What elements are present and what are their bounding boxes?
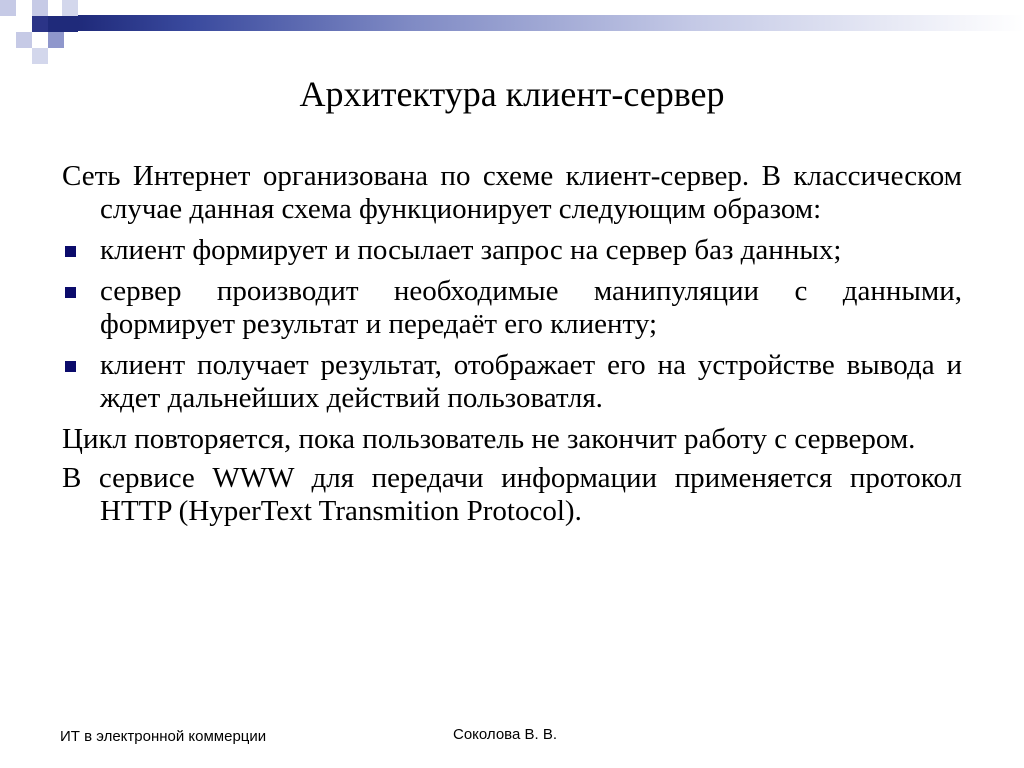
slide-body — [62, 160, 962, 534]
deco-square — [0, 0, 16, 16]
square-bullet-icon — [65, 246, 76, 257]
deco-square — [32, 0, 48, 16]
deco-square — [32, 16, 48, 32]
cycle-paragraph: Цикл повторяется, пока пользователь не закончит работу с сервером. — [62, 423, 916, 455]
square-bullet-icon — [65, 361, 76, 372]
square-bullet-icon — [65, 287, 76, 298]
bullet-item — [62, 234, 962, 267]
deco-square — [48, 16, 78, 32]
deco-square — [16, 0, 32, 16]
deco-square — [16, 16, 32, 32]
deco-square — [48, 32, 64, 48]
slide-title: Архитектура клиент-сервер — [299, 74, 725, 114]
bullet-item — [62, 275, 962, 341]
deco-square — [32, 48, 48, 64]
deco-square — [62, 0, 78, 16]
bullet-item — [62, 349, 962, 415]
header-gradient-band — [78, 15, 1024, 31]
deco-square — [16, 32, 32, 48]
footer-author: Соколова В. В. — [453, 726, 558, 743]
www-paragraph: В сервисе WWW для передачи информации применяется протокол HTTP (HyperText Transmition Protocol). — [62, 462, 962, 527]
deco-square — [32, 32, 48, 48]
intro-paragraph: Сеть Интернет организована по схеме клиент-сервер. В классическом случае данная схема функционирует следующим образом: — [62, 160, 962, 225]
footer-course-title: ИТ в электронной коммерции — [60, 728, 267, 745]
bullet-text: клиент получает результат, отображает его на устройстве вывода и ждет дальнейших действий пользоватля. — [100, 349, 962, 414]
header-decoration — [0, 0, 80, 64]
bullet-text: клиент формирует и посылает запрос на сервер баз данных; — [100, 234, 842, 266]
bullet-text: сервер производит необходимые манипуляции с данными, формирует результат и передаёт его клиенту; — [100, 275, 962, 340]
